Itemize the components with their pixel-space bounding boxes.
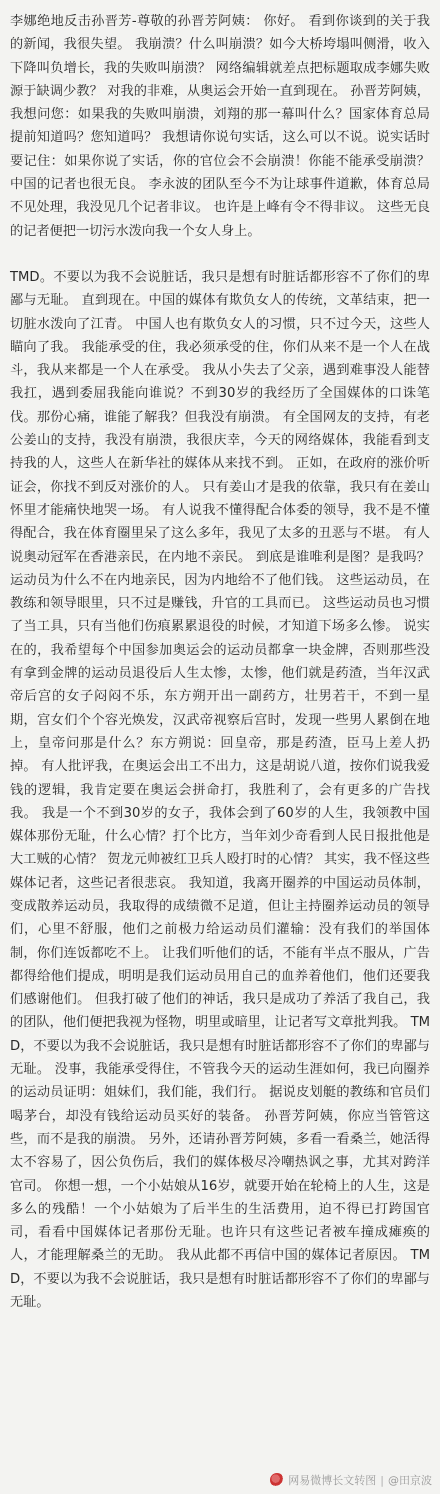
watermark-handle: @田京波 bbox=[388, 1474, 432, 1487]
article-paragraph-1: 李娜绝地反击孙晋芳-尊敬的孙晋芳阿姨： 你好。 看到你谈到的关于我的新闻，我很失望。 我崩溃？什么叫崩溃？如今大桥垮塌叫侧滑，收入下降叫负增长，我的失败叫崩溃？ 网络编辑就差点把标题取成李娜失败源于缺调少教？ 对我的非难，从奥运会开始一直到现在。 孙晋芳阿姨，我想问您：如果我的失败叫崩溃，刘翔的那一幕叫什么？国家体育总局提前知道吗？您知道吗？ 我想请你说句实话，这么可以不说。说实话时要记住：如果你说了实话，你的官位会不会崩溃！你能不能承受崩溃？ 中国的记者也很无良。 李永波的团队至今不为让球事件道歉，体育总局不见处理，我没见几个记者非议。 也许是上峰有令不得非议。 这些无良的记者便把一切污水泼向我一个女人身上。 bbox=[10, 14, 435, 239]
watermark-service: 网易微博长文转图 bbox=[288, 1474, 377, 1487]
watermark-separator: | bbox=[380, 1473, 384, 1487]
netease-logo-icon bbox=[270, 1473, 284, 1487]
article-paragraph-2: TMD。不要以为我不会说脏话，我只是想有时脏话都形容不了你们的卑鄙与无耻。 直到现在。中国的媒体有欺负女人的传统，文革结束，把一切脏水泼向了江青。 中国人也有欺负女人的习惯，只不过今天，这些人瞄向了我。 我能承受的住，我必须承受的住，你们从来不是一个人在战斗，我从来都是一个人在承受。 我从小失去了父亲，遇到难事没人能替我扛，遇到委屈我能向谁说？不到30岁的我经历了全国媒体的口诛笔伐。那份心痛，谁能了解我？但我没有崩溃。 有全国网友的支持，有老公姜山的支持，我没有崩溃，我很庆幸，今天的网络媒体，我能看到支持我的人，这些人在新华社的媒体从来找不到。 正如，在政府的涨价听证会，你找不到反对涨价的人。 只有姜山才是我的依靠，我只有在姜山怀里才能痛快地哭一场。 有人说我不懂得配合体委的领导，我不是不懂得配合，我在体育圈里呆了这么多年，我见了太多的丑恶与不堪。 有人说奥动冠军在香港亲民，在内地不亲民。 到底是谁唯利是图？是我吗？ 运动员为什么不在内地亲民，因为内地给不了他们钱。 这些运动员，在教练和领导眼里，只不过是赚钱，升官的工具而已。 这些运动员也习惯了当工具，只有当他们伤痕累累退役的时候，才知道下场多么惨。 说实在的，我希望每个中国参加奥运会的运动员都拿一块金牌，否则那些没有拿到金牌的运动员退役后人生太惨，太惨，他们就是药渣，当年汉武帝后宫的女子闷闷不乐，东方朔开出一副药方，壮男若干，不到一星期，宫女们个个容光焕发，汉武帝视察后宫时，发现一些男人累倒在地上，皇帝问那是什么？东方朔说：回皇帝，那是药渣，臣马上差人扔掉。 有人批评我，在奥运会出工不出力，这是胡说八道，按你们说我爱钱的逻辑，我肯定要在奥运会拼命打，我胜利了，会有更多的广告找我。 我是一个不到30岁的女子，我体会到了60岁的人生，我领教中国媒体那份无耻，什么心情？打个比方，当年刘少奇看到人民日报批他是大工贼的心情？ 贺龙元帅被红卫兵人殴打时的心情？ 其实，我不怪这些媒体记者，这些记者很悲哀。 我知道，我离开圈养的中国运动员体制，变成散养运动员，我取得的成绩微不足道，但让主持圈养运动员的领导们，心里不舒服，他们之前极力给运动员们灌输：没有我们的举国体制，你们连饭都吃不上。 让我们听他们的话，不能有半点不服从，广告都得给他们提成，明明是我们运动员用自己的血养着他们，他们还要我们感谢他们。 但我打破了他们的神话，我只是成功了养活了我自己，我的团队，他们便把我视为怪物，明里或暗里，让记者写文章批判我。 TMD，不要以为我不会说脏话，我只是想有时脏话都形容不了你们的卑鄙与无耻。 没事，我能承受得住，不管我今天的运动生涯如何，我已向圈养的运动员证明：姐妹们，我们能，我们行。 据说皮划艇的教练和官员们喝茅台，却没有钱给运动员买好的装备。 孙晋芳阿姨，你应当管管这些，而不是我的崩溃。 另外，还请孙晋芳阿姨，多看一看桑兰，她活得太不容易了，因公负伤后，我们的媒体极尽冷嘲热讽之事，尤其对跨洋官司。 你想一想，一个小姑娘从16岁，就要开始在轮椅上的人生，这是多么的残酷！一个小姑娘为了后半生的生活费用，迫不得已打跨国官司，看看中国媒体记者那份无耻。也许只有这些记者被车撞成瘫痪的人，才能理解桑兰的无助。 我从此都不再信中国的媒体记者原因。 TMD，不要以为我不会说脏话，我只是想有时脏话都形容不了你们的卑鄙与无耻。 bbox=[10, 269, 435, 1311]
watermark bbox=[270, 1472, 432, 1488]
